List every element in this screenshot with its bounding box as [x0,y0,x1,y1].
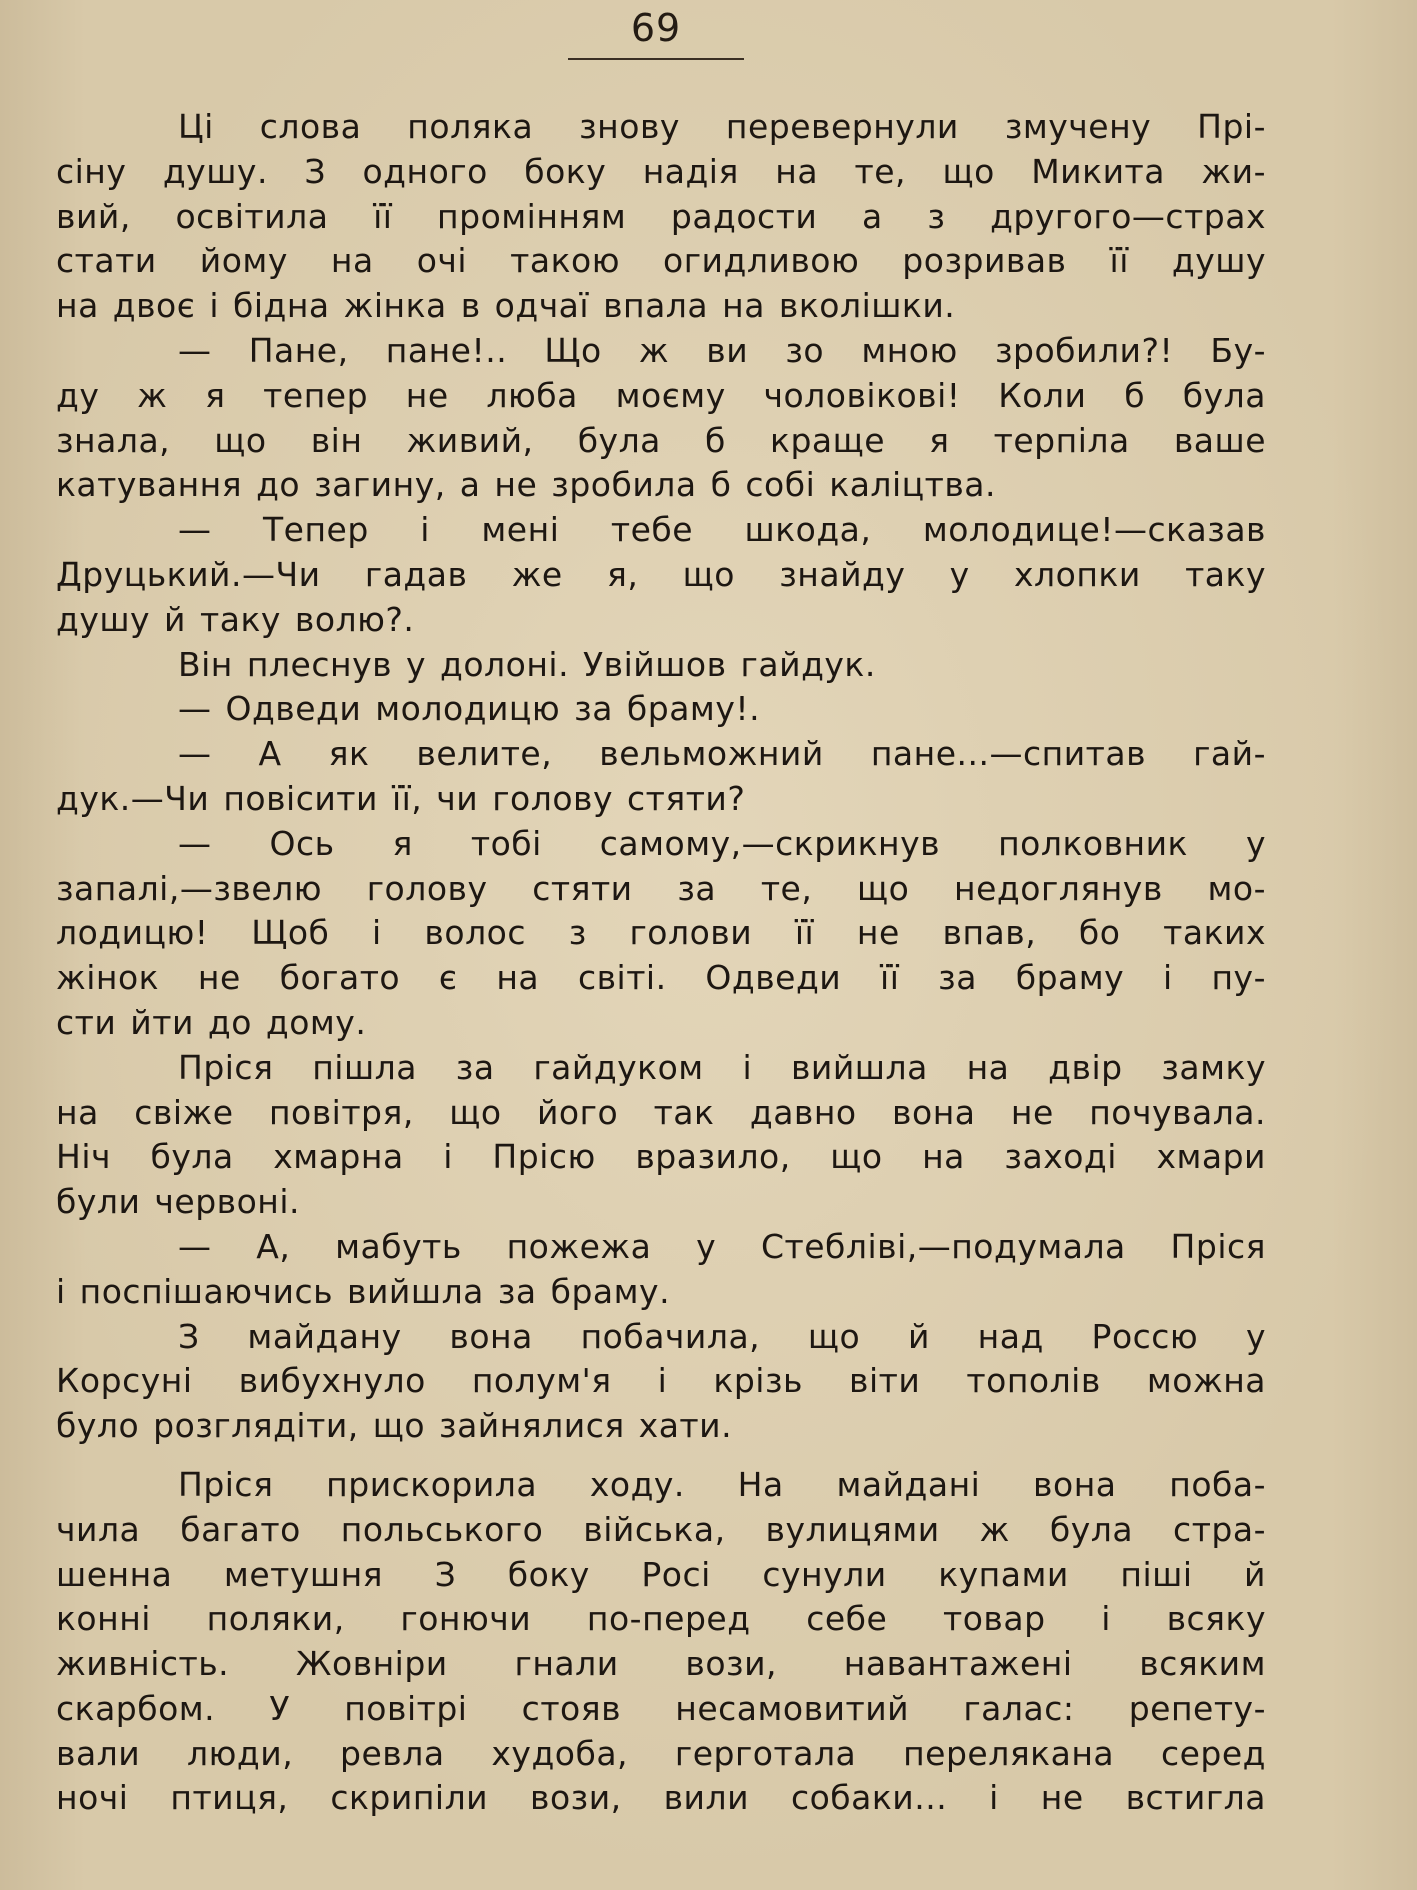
text-line: сіну душу. З одного боку надія на те, що Микита жи- [56,151,1266,191]
text-line: Друцький.—Чи гадав же я, що знайду у хлопки таку [56,554,1266,594]
text-line: Пріся пішла за гайдуком і вийшла на двір замку [178,1047,1266,1087]
text-line: Ці слова поляка знову перевернули змучену Прі- [178,107,1266,146]
text-line: було розглядіти, що зайнялися хати. [56,1406,733,1446]
text-line: Ніч була хмарна і Прісю вразило, що на заході хмари [56,1137,1266,1177]
text-line: жінок не богато є на світі. Одведи її за браму і пу- [56,958,1266,998]
text-line: ночі птиця, скрипіли вози, вили собаки... і не встигла [56,1778,1266,1818]
text-line: стати йому на очі такою огидливою розривав її душу [56,241,1266,281]
text-line: знала, що він живий, була б краще я терпіла ваше [56,420,1266,460]
text-line: на двоє і бідна жінка в одчаї впала на вколішки. [56,286,956,326]
text-line: сти йти до дому. [56,1002,367,1042]
text-line: вали люди, ревла худоба, герготала перелякана серед [56,1733,1266,1773]
text-line: дук.—Чи повісити її, чи голову стяти? [56,778,746,818]
text-line: Корсуні вибухнуло полум'я і крізь віти тополів можна [56,1361,1266,1401]
paragraph-gap [56,1449,1266,1463]
text-line: лодицю! Щоб і волос з голови її не впав, бо таких [56,913,1266,953]
page-number-rule [568,58,744,60]
text-line: — Тепер і мені тебе шкода, молодице!—сказав [178,510,1266,550]
text-line: — Пане, пане!.. Що ж ви зо мною зробили?! Бу- [178,330,1266,370]
text-line: конні поляки, гонючи по-перед себе товар і всяку [56,1599,1266,1639]
text-line: були червоні. [56,1182,301,1222]
text-line: Пріся прискорила ходу. На майдані вона поба- [178,1464,1266,1504]
text-line: запалі,—звелю голову стяти за те, що недоглянув мо- [56,868,1266,908]
text-line: — Ось я тобі самому,—скрикнув полковник у [178,823,1266,863]
text-line: З майдану вона побачила, що й над Россю у [178,1316,1266,1356]
text-line: на свіже повітря, що його так давно вона не почувала. [56,1092,1266,1132]
text-line: ду ж я тепер не люба моєму чоловікові! Коли б була [56,375,1266,415]
text-line: вий, освітила її промінням радости а з другого—страх [56,196,1266,236]
page-number: 69 [630,6,682,50]
text-line: катування до загину, а не зробила б собі каліцтва. [56,465,997,505]
body-text [56,105,1266,1821]
text-line: — А як велите, вельможний пане...—спитав гай- [178,734,1266,774]
text-line: живність. Жовніри гнали вози, навантажені всяким [56,1644,1266,1684]
text-line: душу й таку волю?. [56,599,415,639]
text-line: чила багато польського війська, вулицями ж була стра- [56,1509,1266,1549]
text-line: і поспішаючись вийшла за браму. [56,1271,671,1311]
text-line: — А, мабуть пожежа у Стебліві,—подумала Пріся [178,1226,1266,1266]
text-line: шенна метушня З боку Росі сунули купами піші й [56,1554,1266,1594]
text-line: Він плеснув у долоні. Увійшов гайдук. [178,644,876,684]
text-line: скарбом. У повітрі стояв несамовитий галас: репету- [56,1688,1266,1728]
text-line: — Одведи молодицю за браму!. [178,689,761,729]
